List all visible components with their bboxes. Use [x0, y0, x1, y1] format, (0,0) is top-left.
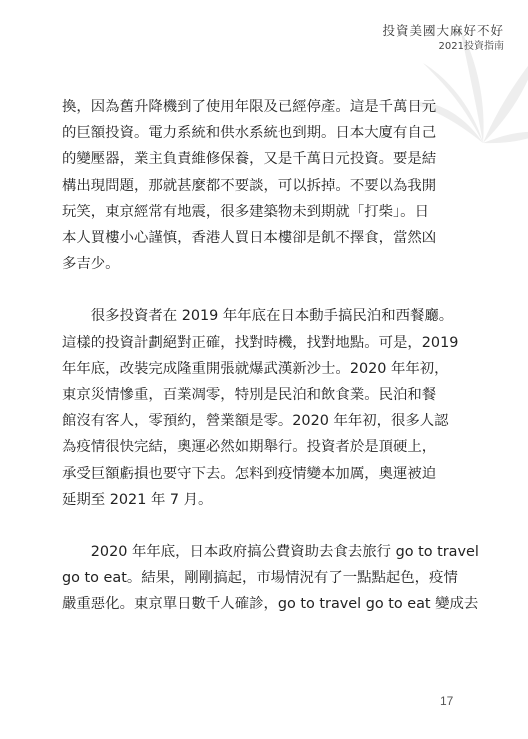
text-line: 換，因為舊升降機到了使用年限及已經停產。這是千萬日元	[62, 99, 437, 115]
paragraph	[62, 539, 479, 618]
text-line: 本人買樓小心謹慎，香港人買日本樓卻是飢不擇食，當然凶	[62, 230, 437, 247]
page-number: 17	[440, 694, 454, 708]
text-line: 的巨額投資。電力系統和供水系統也到期。日本大廈有自己	[62, 125, 437, 142]
header-title: 投資美國大麻好不好	[382, 23, 504, 38]
text-line: 構出現問題，那就甚麼都不要談，可以拆掉。不要以為我開	[62, 177, 437, 194]
paragraph	[62, 94, 454, 277]
text-line: 年年底，改裝完成隆重開張就爆武漢新沙士。2020 年年初，	[62, 360, 449, 377]
text-line: 東京災情慘重，百業凋零，特別是民泊和飲食業。民泊和餐	[62, 387, 437, 404]
paragraph	[62, 303, 459, 513]
text-line: 館沒有客人，零預約，營業額是零。2020 年年初，很多人認	[62, 413, 449, 430]
body-text	[62, 94, 479, 644]
text-line: go to eat。結果，剛剛搞起，市場情況有了一點點起色，疫情	[62, 570, 458, 587]
text-line: 多吉少。	[62, 256, 120, 273]
text-line: 嚴重惡化。東京單日數千人確診，go to travel go to eat 變成去	[62, 596, 479, 613]
text-line: 這樣的投資計劃絕對正確，找對時機，找對地點。可是，2019	[62, 334, 459, 351]
text-line: 為疫情很快完結，奧運必然如期舉行。投資者於是頂硬上，	[62, 439, 437, 456]
text-line: 玩笑，東京經常有地震，很多建築物未到期就「打柴」。日	[62, 203, 429, 220]
running-header	[382, 22, 504, 54]
text-line: 延期至 2021 年 7 月。	[62, 491, 213, 508]
text-line: 2020 年年底，日本政府搞公費資助去食去旅行 go to travel	[62, 544, 479, 561]
text-line: 很多投資者在 2019 年年底在日本動手搞民泊和西餐廳。	[62, 308, 454, 325]
text-line: 承受巨額虧損也要守下去。怎料到疫情變本加厲，奧運被迫	[62, 465, 437, 482]
text-line: 的變壓器，業主負責維修保養，又是千萬日元投資。要是結	[62, 151, 437, 168]
header-subtitle: 2021投資指南	[438, 41, 504, 52]
